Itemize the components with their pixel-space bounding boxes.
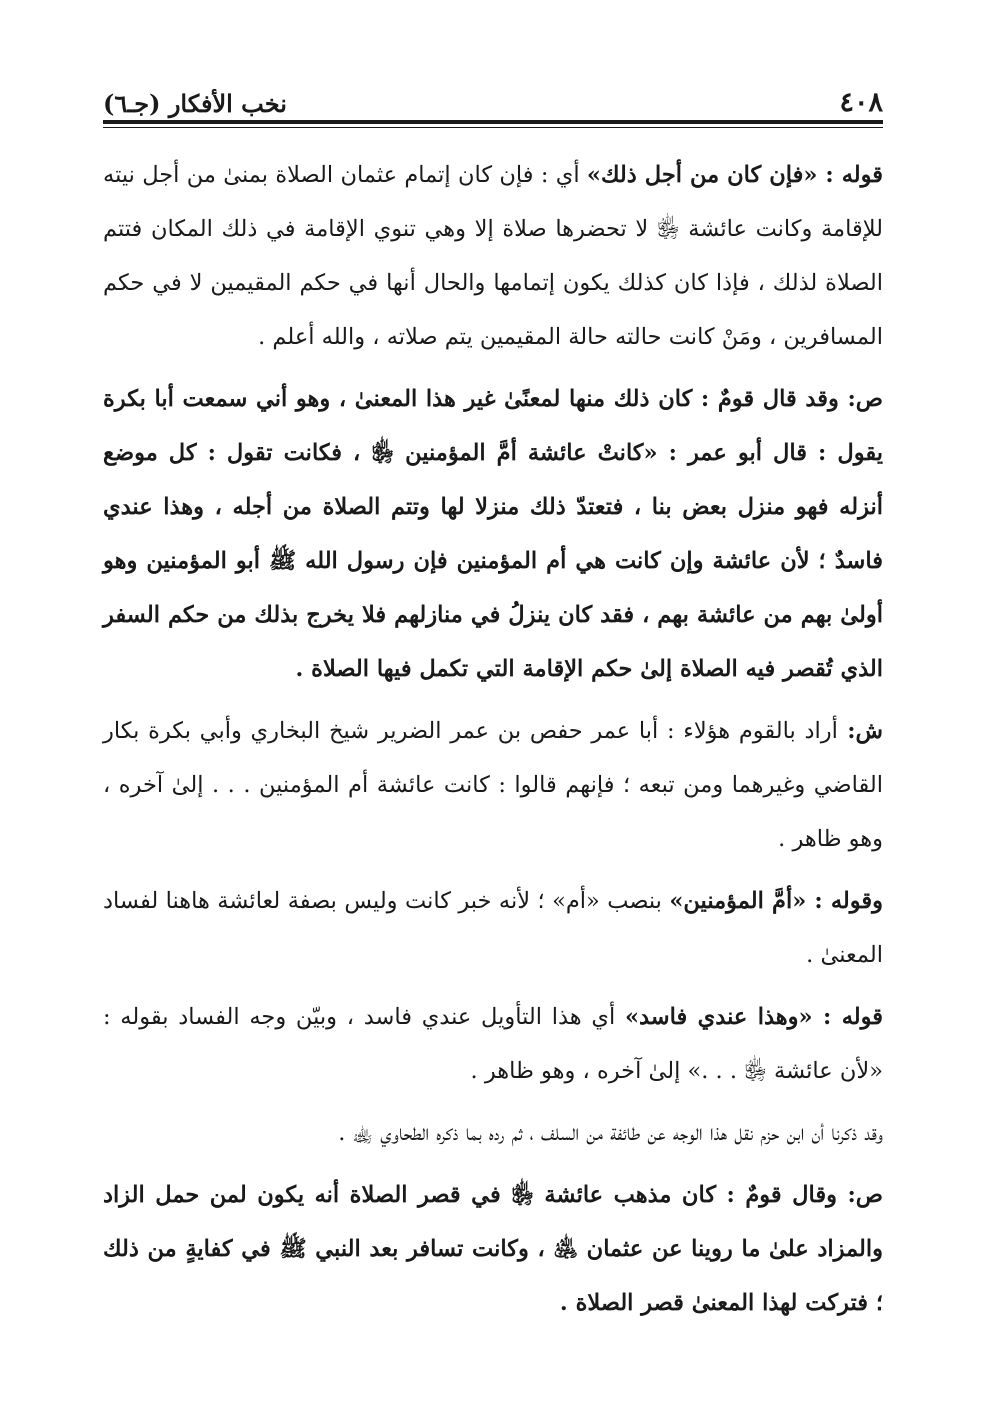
page-number: ٤٠٨ xyxy=(839,87,883,118)
paragraph-lead: قوله : xyxy=(812,1004,883,1030)
paragraph-text: أي هذا التأويل عندي فاسد ، وبيّن وجه الفساد بقوله : «لأن عائشة ﵂ . . .» إلىٰ آخره ، وهو ظاهر . xyxy=(103,1004,883,1084)
paragraph-quote: «وهذا عندي فاسد» xyxy=(624,1004,813,1030)
page-header xyxy=(103,78,883,118)
paragraph-lead: وقوله : xyxy=(806,888,884,914)
book-title: نخب الأفكار (جـ٦) xyxy=(103,89,287,118)
paragraph-lead: ص: xyxy=(836,1182,883,1208)
paragraph-lead: ص: xyxy=(838,386,883,412)
paragraph-text: وقد ذكرنا أن ابن حزم نقل هذا الوجه عن طائفة من السلف ، ثم رده بما ذكره الطحاوي ﵀ . xyxy=(338,1120,883,1146)
paragraph-quote: «أمَّ المؤمنين» xyxy=(669,888,807,914)
paragraph-commentary-1 xyxy=(103,148,883,364)
header-rule-thick xyxy=(103,120,883,124)
paragraph-text: أراد بالقوم هؤلاء : أبا عمر حفص بن عمر الضرير شيخ البخاري وأبي بكرة بكار القاضي وغيرهما ومن تبعه ؛ فإنهم قالوا : كانت عائشة أم المؤمنين . . . إلىٰ آخره ، وهو ظاهر . xyxy=(103,718,883,852)
header-rule-thin xyxy=(103,127,883,128)
paragraph-lead: ش: xyxy=(837,718,884,744)
paragraph-text: وقال قومٌ : كان مذهب عائشة ﵂ في قصر الصلاة أنه يكون لمن حمل الزاد والمزاد علىٰ ما روينا عن عثمان ﵁ ، وكانت تسافر بعد النبي ﷺ في كفايةٍ من ذلك ؛ فتركت لهذا المعنىٰ قصر الصلاة . xyxy=(103,1182,883,1316)
page-body xyxy=(103,148,883,1338)
paragraph-quote: «فإن كان من أجل ذلك» xyxy=(586,162,818,188)
paragraph-sharh-1 xyxy=(103,704,883,866)
paragraph-text-sad-1 xyxy=(103,372,883,696)
paragraph-commentary-3 xyxy=(103,990,883,1098)
paragraph-text-sad-2 xyxy=(103,1168,883,1330)
paragraph-lead: قوله : xyxy=(817,162,884,188)
paragraph-commentary-2 xyxy=(103,874,883,982)
paragraph-text: أي : فإن كان إتمام عثمان الصلاة بمنىٰ من أجل نيته للإقامة وكانت عائشة ﵂ لا تحضرها صلاة إلا وهي تنوي الإقامة في ذلك المكان فتتم الصلاة لذلك ، فإذا كان كذلك يكون إتمامها والحال أنها في حكم المقيمين لا في حكم المسافرين ، ومَنْ كانت حالته حالة المقيمين يتم صلاته ، والله أعلم . xyxy=(103,162,883,350)
paragraph-text: بنصب «أم» ؛ لأنه خبر كانت وليس بصفة لعائشة هاهنا لفساد المعنىٰ . xyxy=(103,888,883,968)
paragraph-text: وقد قال قومٌ : كان ذلك منها لمعنًىٰ غير هذا المعنىٰ ، وهو أني سمعت أبا بكرة يقول : قال أبو عمر : «كانتْ عائشة أمَّ المؤمنين ﵂ ، فكانت تقول : كل موضع أنزله فهو منزل بعض بنا ، فتعتدّ ذلك منزلا لها وتتم الصلاة من أجله ، وهذا عندي فاسدٌ ؛ لأن عائشة وإن كانت هي أم المؤمنين فإن رسول الله ﷺ أبو المؤمنين وهو أولىٰ بهم من عائشة بهم ، فقد كان ينزلُ في منازلهم فلا يخرج بذلك من حكم السفر الذي تُقصر فيه الصلاة إلىٰ حكم الإقامة التي تكمل فيها الصلاة . xyxy=(103,386,883,682)
paragraph-commentary-4 xyxy=(103,1106,883,1160)
